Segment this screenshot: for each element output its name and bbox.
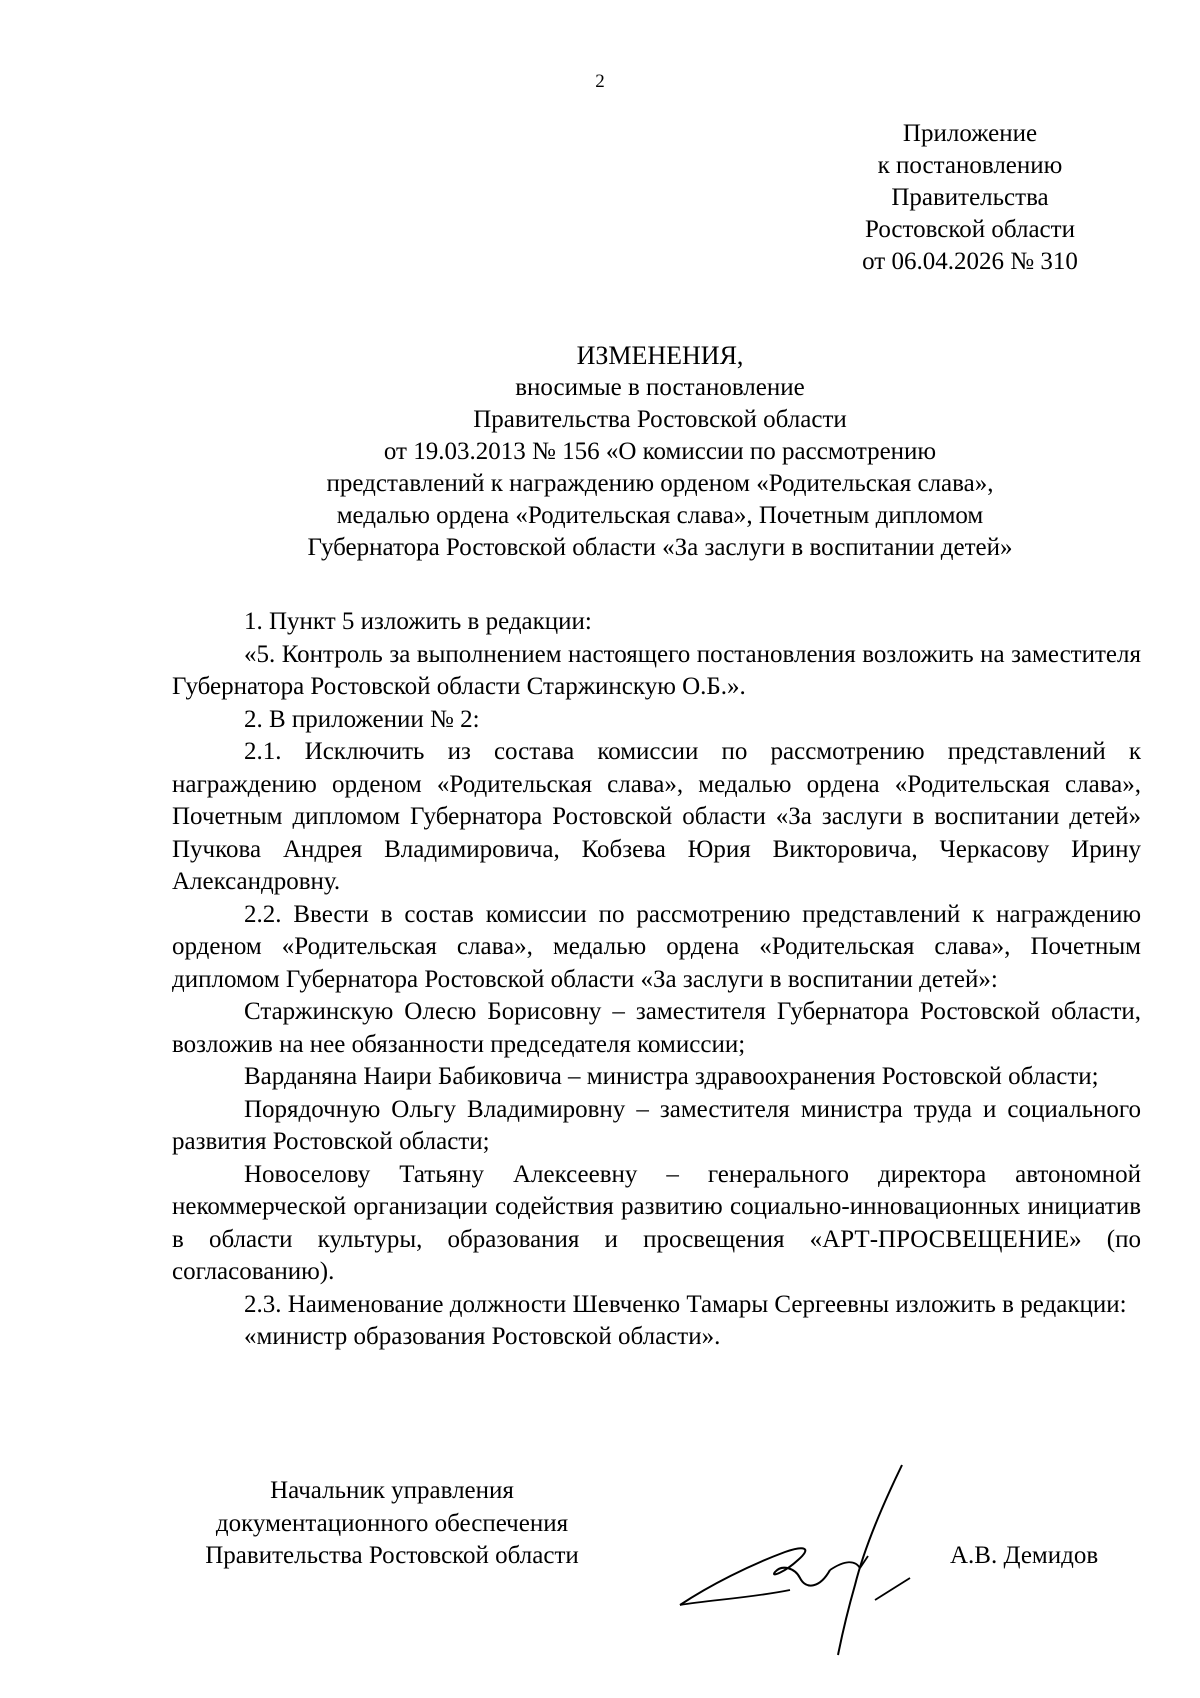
signer-position-line: Правительства Ростовской области bbox=[205, 1542, 579, 1569]
paragraph: Варданяна Наири Бабиковича – министра здравоохранения Ростовской области; bbox=[244, 1063, 1099, 1090]
signer-position-line: Начальник управления bbox=[270, 1477, 514, 1504]
document-body bbox=[172, 606, 1141, 1354]
title-line: Правительства Ростовской области bbox=[473, 406, 847, 433]
title-line: от 19.03.2013 № 156 «О комиссии по рассмотрению bbox=[383, 438, 937, 465]
paragraph: 1. Пункт 5 изложить в редакции: bbox=[244, 608, 592, 635]
title-line: Губернатора Ростовской области «За заслуги в воспитании детей» bbox=[307, 534, 1013, 561]
paragraph: «министр образования Ростовской области». bbox=[244, 1323, 721, 1350]
handwritten-signature bbox=[670, 1460, 970, 1660]
paragraph: Старжинскую Олесю Борисовну – заместителя Губернатора Ростовской области, возложив на нее обязанности председателя комиссии; bbox=[172, 998, 1141, 1058]
title-heading: ИЗМЕНЕНИЯ, bbox=[576, 341, 744, 370]
paragraph: 2.3. Наименование должности Шевченко Тамары Сергеевны изложить в редакции: bbox=[244, 1290, 1127, 1318]
document-title bbox=[150, 340, 1170, 564]
paragraph: Порядочную Ольгу Владимировну – заместителя министра труда и социального развития Ростовской области; bbox=[172, 1095, 1141, 1155]
paragraph: 2.2. Ввести в состав комиссии по рассмотрению представлений к награждению орденом «Родительская слава», медалью ордена «Родительская слава», Почетным дипломом Губернатора Ростовской области «За заслуги в воспитании детей»: bbox=[172, 900, 1141, 993]
appendix-line: от 06.04.2026 № 310 bbox=[862, 248, 1078, 275]
signer-position bbox=[172, 1475, 612, 1573]
title-line: медалью ордена «Родительская слава», Почетным дипломом bbox=[336, 502, 984, 529]
paragraph: «5. Контроль за выполнением настоящего постановления возложить на заместителя Губернатора Ростовской области Старжинскую О.Б.». bbox=[172, 640, 1141, 700]
appendix-line: Ростовской области bbox=[865, 216, 1075, 243]
appendix-line: Приложение bbox=[902, 120, 1038, 147]
appendix-line: к постановлению bbox=[877, 152, 1063, 179]
paragraph: 2. В приложении № 2: bbox=[244, 705, 480, 733]
appendix-header bbox=[820, 118, 1120, 278]
paragraph: Новоселову Татьяну Алексеевну – генерального директора автономной некоммерческой организации содействия развитию социально-инновационных инициатив в области культуры, образования и просвещения «АРТ-ПРОСВЕЩЕНИЕ» (по согласованию). bbox=[172, 1160, 1141, 1285]
signer-name: А.В. Демидов bbox=[950, 1542, 1099, 1569]
paragraph: 2.1. Исключить из состава комиссии по рассмотрению представлений к награждению орденом «Родительская слава», медалью ордена «Родительская слава», Почетным дипломом Губернатора Ростовской области «За заслуги в воспитании детей» Пучкова Андрея Владимировича, Кобзева Юрия Викторовича, Черкасову Ирину Александровну. bbox=[172, 738, 1141, 895]
page-number: 2 bbox=[595, 71, 605, 92]
appendix-line: Правительства bbox=[891, 184, 1049, 211]
title-line: вносимые в постановление bbox=[515, 374, 805, 401]
signer-position-line: документационного обеспечения bbox=[215, 1509, 569, 1537]
title-line: представлений к награждению орденом «Родительская слава», bbox=[326, 470, 994, 497]
